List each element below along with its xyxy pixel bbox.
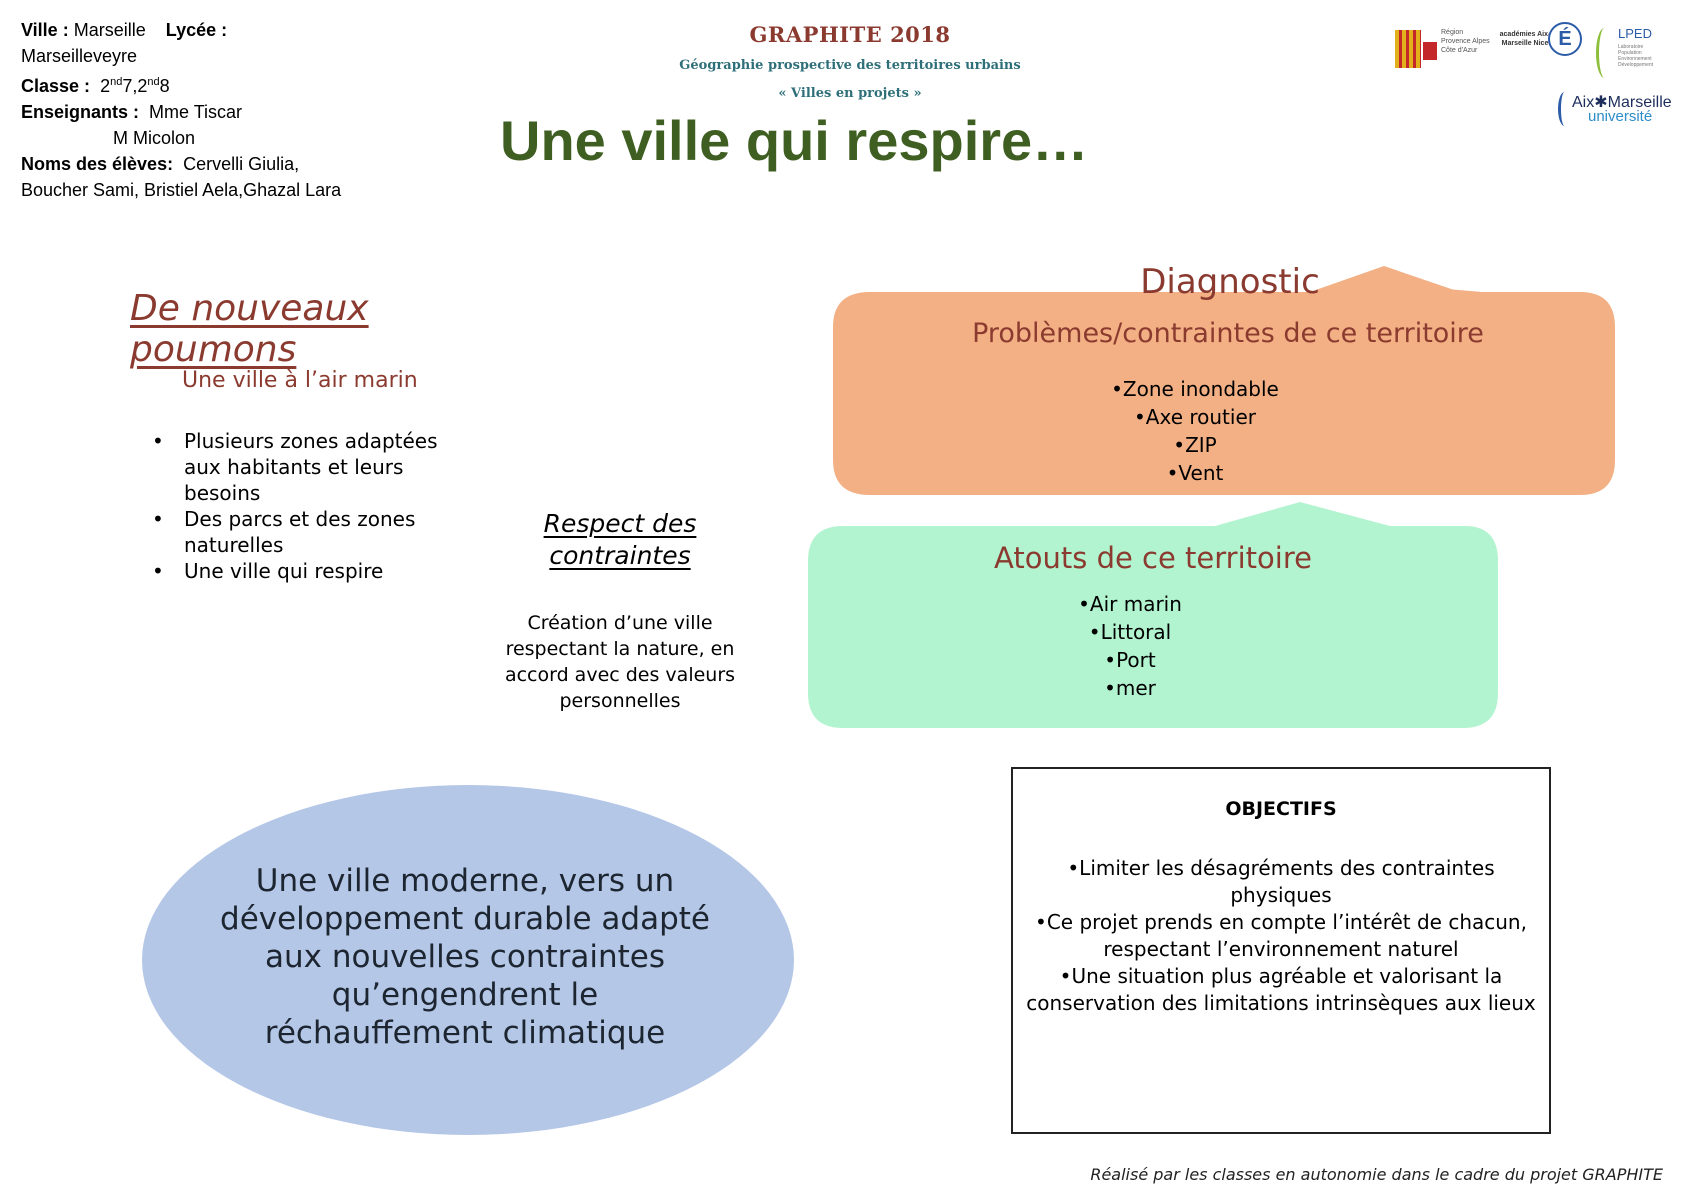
enseignants-label: Enseignants : (21, 102, 140, 122)
lped-text: Laboratoire Population Environnement Développement (1618, 44, 1654, 68)
list-item: •Une situation plus agréable et valorisant la conservation des limitations intrinsèques aux lieux (1026, 964, 1536, 1015)
enseignant-1: Mme Tiscar (149, 102, 243, 122)
ville-label: Ville : (21, 20, 69, 40)
eleves-label: Noms des élèves: (21, 154, 174, 174)
classe-sup-b: nd (147, 76, 160, 88)
list-item: •Vent (1166, 461, 1224, 485)
list-item: • Plusieurs zones adaptées aux habitants et leurs besoins (150, 428, 460, 506)
footer-credit: Réalisé par les classes en autonomie dans le cadre du projet GRAPHITE (1090, 1165, 1663, 1184)
eleves-value: Cervelli Giulia, Boucher Sami, Bristiel Aela,Ghazal Lara (21, 154, 342, 200)
objectifs-list (1020, 855, 1542, 1017)
list-item: •ZIP (1173, 433, 1217, 457)
atouts-title: Atouts de ce territoire (994, 541, 1312, 575)
problems-list (1010, 375, 1380, 487)
academie-logo-text: académies Aix-Marseille Nice (1499, 31, 1551, 47)
classe-value-c: 8 (159, 76, 170, 96)
lped-name: LPED (1618, 26, 1652, 41)
poumons-title: De nouveaux poumons (130, 288, 369, 370)
respect-text: Création d’une ville respectant la nature, en accord avec des valeurs personnelles (504, 612, 736, 712)
respect-title: Respect des contraintes (543, 509, 697, 570)
list-item: •mer (1104, 676, 1156, 700)
atouts-arrow-shape (1215, 502, 1390, 526)
atouts-list (980, 590, 1280, 702)
classe-sup-a: nd (110, 76, 123, 88)
list-item: •Limiter les désagréments des contraintes physiques (1067, 856, 1495, 907)
air-marin-subtitle: Une ville à l’air marin (182, 368, 418, 393)
lycee-label: Lycée : (165, 20, 228, 40)
list-item: • Des parcs et des zones naturelles (150, 506, 460, 558)
vision-text: Une ville moderne, vers un développement durable adapté aux nouvelles contraintes qu’engendrent le réchauffement climatique (220, 863, 710, 1051)
enseignant-2: M Micolon (113, 128, 196, 148)
objectifs-title: OBJECTIFS (1225, 798, 1337, 820)
ville-value: Marseille (73, 20, 146, 40)
graphite-title: GRAPHITE 2018 (749, 22, 951, 47)
classe-value-a: 2 (100, 76, 111, 96)
list-item: • Une ville qui respire (150, 558, 460, 584)
graphite-subtitle-2: « Villes en projets » (778, 86, 922, 101)
list-item: •Air marin (1078, 592, 1182, 616)
list-item: •Ce projet prends en compte l’intérêt de chacun, respectant l’environnement naturel (1035, 910, 1527, 961)
main-title: Une ville qui respire… (500, 109, 1089, 172)
poumons-bullet-list (150, 428, 460, 584)
classe-value-b: 7,2 (122, 76, 148, 96)
list-item: •Littoral (1088, 620, 1172, 644)
lycee-value: Marseilleveyre (21, 46, 138, 66)
list-item: •Axe routier (1134, 405, 1256, 429)
diagnostic-label: Diagnostic (1140, 262, 1320, 302)
region-logo-text: Région Provence Alpes Côte d'Azur (1441, 29, 1490, 54)
aix-marseille-universite: université (1588, 108, 1653, 125)
aix-marseille-name: Aix✱Marseille (1572, 94, 1672, 111)
classe-label: Classe : (21, 76, 91, 96)
academie-e-icon: É (1548, 22, 1582, 56)
list-item: •Zone inondable (1111, 377, 1279, 401)
list-item: •Port (1104, 648, 1156, 672)
graphite-subtitle: Géographie prospective des territoires urbains (679, 58, 1021, 73)
problems-title: Problèmes/contraintes de ce territoire (972, 318, 1484, 349)
